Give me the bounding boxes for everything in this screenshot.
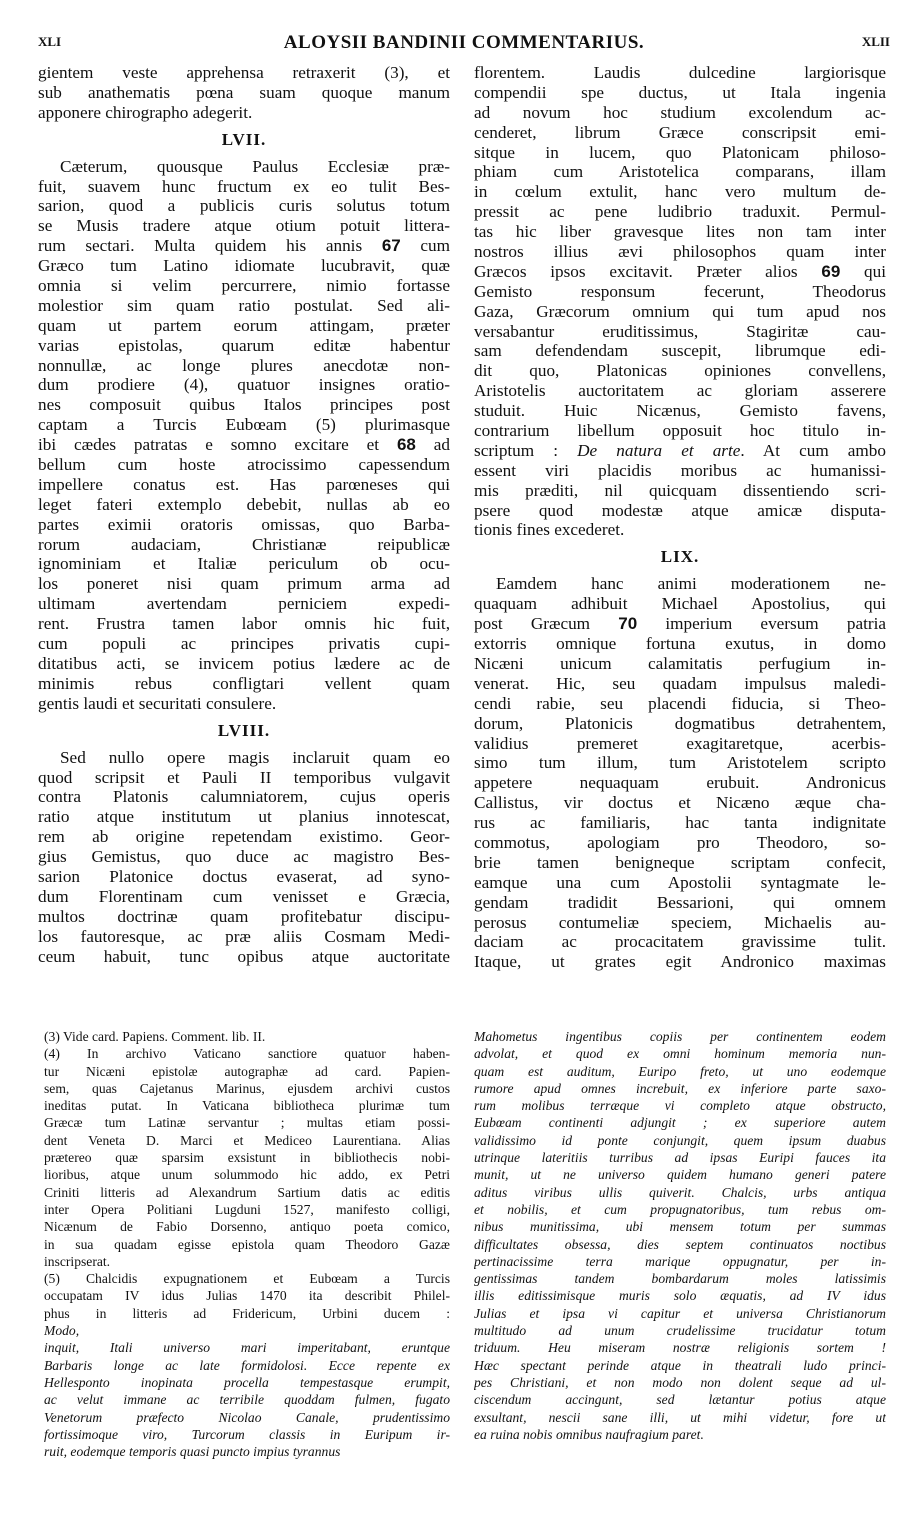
text-line: rum sectari. Multa quidem his annis 67 cum xyxy=(38,236,450,256)
text-line: captam a Turcis Eubœam (5) plurimasque xyxy=(38,415,450,435)
section-heading-lvii: LVII. xyxy=(221,129,267,149)
footnote-line: ea ruina nobis omnibus naufragium paret. xyxy=(474,1426,704,1442)
footnote-line: prætereo quæ sparsim exsistunt in bibliothecis nobi- xyxy=(44,1150,450,1166)
footnote-line: inquit, Itali universo mari imperitabant, eruntque xyxy=(44,1340,450,1356)
text-line: studuit. Huic Nicænus, Gemisto favens, xyxy=(474,401,886,421)
text-line: omnia si velim percurrere, nimio fortasse xyxy=(38,276,450,296)
text-line: sitque in lucem, quo Platonicam philoso- xyxy=(474,142,886,162)
text-line: se Musis tradere atque otium potuit littera- xyxy=(38,216,450,236)
text-line: nostros illius ævi philosophos quam inter xyxy=(474,242,886,262)
text-line: phiam cum Aristotelica comparans, illam xyxy=(474,162,886,182)
footnote-line: Julias et ipsa vi capitur et universa Christianorum xyxy=(474,1305,886,1321)
text-line: Gaza, Græcorum omnium qui tum apud nos xyxy=(474,301,886,321)
text-line: ultimam avertendam perniciem expedi- xyxy=(38,594,450,614)
footnote-line: Hellesponto inopinata procella tempestasque erumpit, xyxy=(44,1374,450,1390)
text-line: tionis fines excederet. xyxy=(474,520,625,540)
footnote-line: dent Veneta D. Marci et Mediceo Laurentiana. Alias xyxy=(44,1132,450,1148)
footnote-line: nibus munitissima, ubi mensem totum per summas xyxy=(474,1219,886,1235)
text-line: Callistus, vir doctus et Nicæno æque cha- xyxy=(474,793,886,813)
text-line: sarion Platonice doctus evaserat, ad syno- xyxy=(38,866,450,886)
footnote-line: rumore apud omnes increbuit, ex inferiore parte saxo- xyxy=(474,1080,886,1096)
footnote-line: gentissimas tandem bombardarum moles latissimis xyxy=(474,1271,886,1287)
text-line: dum prodiere (4), quatuor insignes oratio- xyxy=(38,375,450,395)
footnote-line: inter Opera Politiani Lugduni 1527, manifesto colligi, xyxy=(44,1201,450,1217)
footnote-line: (5) Chalcidis expugnationem et Eubœam a Turcis xyxy=(44,1271,450,1287)
text-line: post Græcum 70 imperium eversum patria xyxy=(474,614,886,634)
footnote-line: Græcæ tum Latinæ servantur ; multas etiam possi- xyxy=(44,1115,450,1131)
footnote-line: inscripserat. xyxy=(44,1253,111,1269)
text-line: ditatibus acti, se invicem potius lædere ac de xyxy=(38,653,450,673)
paragraph-lviii xyxy=(38,748,450,967)
footnote-line: ineditas putat. In Vaticana bibliotheca plurimæ tum xyxy=(44,1098,450,1114)
text-line: commotus, apologiam pro Theodoro, so- xyxy=(474,832,886,852)
text-line: fuit, suavem hunc fructum ex eo tulit Bes- xyxy=(38,176,450,196)
paragraph-lix xyxy=(474,574,886,972)
footnote-line: sem, quas Cajetanus Marinus, ejusdem archivi custos xyxy=(44,1080,450,1096)
footnote-line: Modo, xyxy=(44,1323,80,1339)
footnote-line: aditus viribus ullis quiverit. Chalcis, urbs antiqua xyxy=(474,1184,886,1200)
text-line: psere quod modestæ atque amicæ disputa- xyxy=(474,500,886,520)
text-line: rent. Frustra tamen labor omnis hic fuit, xyxy=(38,614,450,634)
text-line: leget fateri extemplo debebit, nullas ab eo xyxy=(38,494,450,514)
text-line: quaquam adhibuit Michael Apostolius, qui xyxy=(474,594,886,614)
text-line: simo tum illum, tum Aristotelem scripto xyxy=(474,753,886,773)
text-line: venerat. Hic, seu quadam impulsus maledi- xyxy=(474,673,886,693)
footnote-line: Eubœam continenti adjungit ; ex superiore autem xyxy=(474,1115,886,1131)
text-line: bellum cum hoste atrocissimo capessendum xyxy=(38,455,450,475)
text-line: brie tamen benigneque scriptam confecit, xyxy=(474,852,886,872)
text-line: pressit ac pene ludibrio traduxit. Permul- xyxy=(474,202,886,222)
footnote-line: Hæc spectant perinde atque in theatrali ludo princi- xyxy=(474,1357,886,1373)
text-line: los poneret nisi quam primum arma ad xyxy=(38,574,450,594)
text-line: validius premeret exagitaretque, acerbis- xyxy=(474,733,886,753)
text-line: sarion, quod a publicis curis solutus totum xyxy=(38,196,450,216)
running-title: ALOYSII BANDINII COMMENTARIUS. xyxy=(283,32,645,53)
footnote-line: quam est auditum, Euripo freto, ut uno eodemque xyxy=(474,1063,886,1079)
footnote-line: pertinacissime terra marique oppugnatur, per in- xyxy=(474,1253,886,1269)
text-line: sam defendendam suscepit, librumque edi- xyxy=(474,341,886,361)
margin-number-69: 69 xyxy=(821,261,841,281)
text-line: extorris omnique fortuna exutus, in domo xyxy=(474,634,886,654)
text-line: versabantur eruditissimus, Stagiritæ cau- xyxy=(474,321,886,341)
text-line: rus ac familiaris, hac tanta indignitate xyxy=(474,813,886,833)
footnotes-right xyxy=(474,1028,886,1468)
text-line: Sed nullo opere magis inclaruit quam eo xyxy=(60,747,450,767)
text-line: Itaque, ut grates egit Andronico maximas xyxy=(474,952,886,972)
text-line: contrarium libellum opposuit hoc titulo in- xyxy=(474,421,886,441)
text-line: nes composuit quibus Italos principes post xyxy=(38,395,450,415)
text-line: ibi cædes patratas e somno excitare et 68 ad xyxy=(38,435,450,455)
text-line: appetere nequaquam erubuit. Andronicus xyxy=(474,773,886,793)
footnote-line: rum molibus terræque vi completo atque obstructo, xyxy=(474,1098,886,1114)
text-line: dorum, Platonicis dogmatibus detrahentem, xyxy=(474,713,886,733)
footnote-line: munit, ut ne universo quidem humano generi patere xyxy=(474,1167,886,1183)
text-line: sub anathematis pœna suam quoque manum xyxy=(38,82,450,102)
footnote-line: multitudo ad unum crudelissime trucidatur totum xyxy=(474,1323,886,1339)
text-line: cum populi ac principes privatis cupi- xyxy=(38,634,450,654)
text-line: impellere conatus est. Has parœneses qui xyxy=(38,474,450,494)
text-line: multos doctrinæ quam profitebatur discipu- xyxy=(38,906,450,926)
text-line: contra Platonis calumniatorem, cujus operis xyxy=(38,787,450,807)
paragraph-lviii-continued xyxy=(474,63,886,540)
text-line: Cæterum, quousque Paulus Ecclesiæ præ- xyxy=(60,156,450,176)
footnote-line: exsultant, nescii sane illi, ut mihi videtur, fore ut xyxy=(474,1409,886,1425)
footnote-line: Criniti litteris ad Alexandrum Sartium datis ac editis xyxy=(44,1184,450,1200)
footnotes-left xyxy=(44,1028,450,1468)
text-line: ratio atque institutum ut planius innotescat, xyxy=(38,807,450,827)
section-heading-lviii: LVIII. xyxy=(217,720,271,740)
page-number-left: XLI xyxy=(38,34,62,49)
text-line: ad novum hoc studium excolendum ac- xyxy=(474,102,886,122)
text-line: gientem veste apprehensa retraxerit (3), et xyxy=(38,63,450,82)
text-line: los fautoresque, ac præ aliis Cosmam Medi- xyxy=(38,926,450,946)
footnote-line: Mahometus ingentibus copiis per continentem eodem xyxy=(474,1029,886,1044)
footnote-line: (3) Vide card. Papiens. Comment. lib. II. xyxy=(44,1029,266,1044)
text-line: gius Gemistus, quo duce ac magistro Bes- xyxy=(38,847,450,867)
text-line: apponere chirographo adegerit. xyxy=(38,102,253,122)
text-line: quod scripsit et Pauli II temporibus vulgavit xyxy=(38,767,450,787)
text-line: nonnullæ, ac longe plures anecdotæ non- xyxy=(38,355,450,375)
margin-number-67: 67 xyxy=(381,236,401,256)
text-line: Nicæni unicum calamitatis perfugium in- xyxy=(474,653,886,673)
text-line: rorum audaciam, Christianæ reipublicæ xyxy=(38,534,450,554)
text-line: florentem. Laudis dulcedine largiorisque xyxy=(474,63,886,82)
footnote-line: Nicænum de Fabio Dorsenno, antiquo poeta comico, xyxy=(44,1219,450,1235)
footnote-line: occupatam IV idus Julias 1470 ita describit Philel- xyxy=(44,1288,450,1304)
footnote-line: ruit, eodemque temporis quasi puncto impius tyrannus xyxy=(44,1444,341,1460)
text-line: essent viri placidis moribus ac humanissi- xyxy=(474,460,886,480)
footnote-line: Barbaris longe ac late formidolosi. Ecce repente ex xyxy=(44,1357,450,1373)
text-line: daciam ac procacitatem gravissime tulit. xyxy=(474,932,886,952)
text-line: in cœlum extulit, hanc vero multum de- xyxy=(474,182,886,202)
paragraph-continuation xyxy=(38,63,450,123)
footnote-line: (4) In archivo Vaticano sanctiore quatuor haben- xyxy=(44,1046,450,1062)
text-line: Græcos ipsos excitavit. Præter alios 69 qui xyxy=(474,261,886,281)
footnote-line: advolat, et quod ex omni hominum memoria nun- xyxy=(474,1046,886,1062)
text-line: molestior sim quam ratio postulat. Sed ali- xyxy=(38,295,450,315)
left-column xyxy=(38,63,450,1015)
text-line: partes eximii oratoris omissas, quo Barba- xyxy=(38,514,450,534)
text-line: ceum habuit, tunc opibus atque auctoritate xyxy=(38,946,450,966)
footnote-line: fortissimoque viro, Turcorum classis in Euripum ir- xyxy=(44,1426,450,1442)
footnote-line: utrinque lateritiis turribus ad ipsas Euripi fauces ita xyxy=(474,1150,886,1166)
right-column xyxy=(474,63,886,1015)
margin-number-70: 70 xyxy=(618,614,638,634)
text-line: gentis laudi et securitati consulere. xyxy=(38,693,277,713)
footnote-line: lioribus, atque unum solummodo hic addo, ex Petri xyxy=(44,1167,450,1183)
text-line: varias epistolas, quarum editæ habentur xyxy=(38,335,450,355)
book-title-italic: De natura et arte xyxy=(577,440,741,460)
paragraph-lvii xyxy=(38,157,450,714)
footnote-line: Venetorum præfecto Nicolao Canale, prudentissimo xyxy=(44,1409,450,1425)
footnote-line: illis editissimisque muris solo æquatis, ad IV idus xyxy=(474,1288,886,1304)
text-line: cendi rabie, seu placendi fiducia, si Theo- xyxy=(474,693,886,713)
margin-number-68: 68 xyxy=(396,435,416,455)
text-line: tas hic liber gravesque lites non tam inter xyxy=(474,222,886,242)
section-heading-lix: LIX. xyxy=(660,547,700,567)
text-line: gendam tradidit Bessarioni, qui omnem xyxy=(474,892,886,912)
text-line: dum Florentinam cum venisset e Græcia, xyxy=(38,886,450,906)
text-line: ignominiam et Italiæ periculum ob ocu- xyxy=(38,554,450,574)
footnote-line: in sua quadam egisse epistola quam Theodoro Gazæ xyxy=(44,1236,450,1252)
text-line: Gemisto responsum fecerunt, Theodorus xyxy=(474,281,886,301)
text-line: quam ut partem eorum attingam, præter xyxy=(38,315,450,335)
footnote-line: ac velut immane ac terribile quoddam fulmen, fugato xyxy=(44,1392,450,1408)
text-line: minimis rebus confligtari vellent quam xyxy=(38,673,450,693)
running-header xyxy=(38,32,890,54)
footnote-line: pes Christiani, et non modo non dolent seque ad ul- xyxy=(474,1374,886,1390)
text-line: scriptum : De natura et arte. At cum ambo xyxy=(474,440,886,460)
footnote-line: validissimo id ponte conjungit, quem ipsum duabus xyxy=(474,1132,886,1148)
footnote-line: triduum. Heu miseram nostræ religionis sortem ! xyxy=(474,1340,886,1356)
text-line: mis præditi, nil quicquam dissentiendo scri- xyxy=(474,480,886,500)
text-line: dit quo, Platonicas opiniones convellens, xyxy=(474,361,886,381)
text-line: cenderet, librum Græce conscripsit emi- xyxy=(474,122,886,142)
text-line: eamque una cum Apostolii syntagmate le- xyxy=(474,872,886,892)
text-line: perosus contumeliæ speciem, Michaelis au- xyxy=(474,912,886,932)
footnote-line: tur Nicæni epistolæ autographæ ad card. Papien- xyxy=(44,1063,450,1079)
footnote-line: phus in litteris ad Fridericum, Urbini ducem : xyxy=(44,1305,450,1321)
page-number-right: XLII xyxy=(861,34,890,49)
footnote-line: et nobilis, et cum propugnatoribus, tum rebus om- xyxy=(474,1201,886,1217)
text-line: Aristotelis auctoritatem ac gloriam asserere xyxy=(474,381,886,401)
text-line: Eamdem hanc animi moderationem ne- xyxy=(496,574,886,594)
text-line: rem ab origine repetendam existimo. Geor- xyxy=(38,827,450,847)
text-line: Græco tum Latino idiomate lucubravit, quæ xyxy=(38,256,450,276)
text-line: compendii spe ductus, ut Itala ingenia xyxy=(474,82,886,102)
footnote-line: difficultates obsessa, dies septem continuatos noctibus xyxy=(474,1236,886,1252)
footnote-line: ciscendum accingunt, sed lætantur potius atque xyxy=(474,1392,886,1408)
